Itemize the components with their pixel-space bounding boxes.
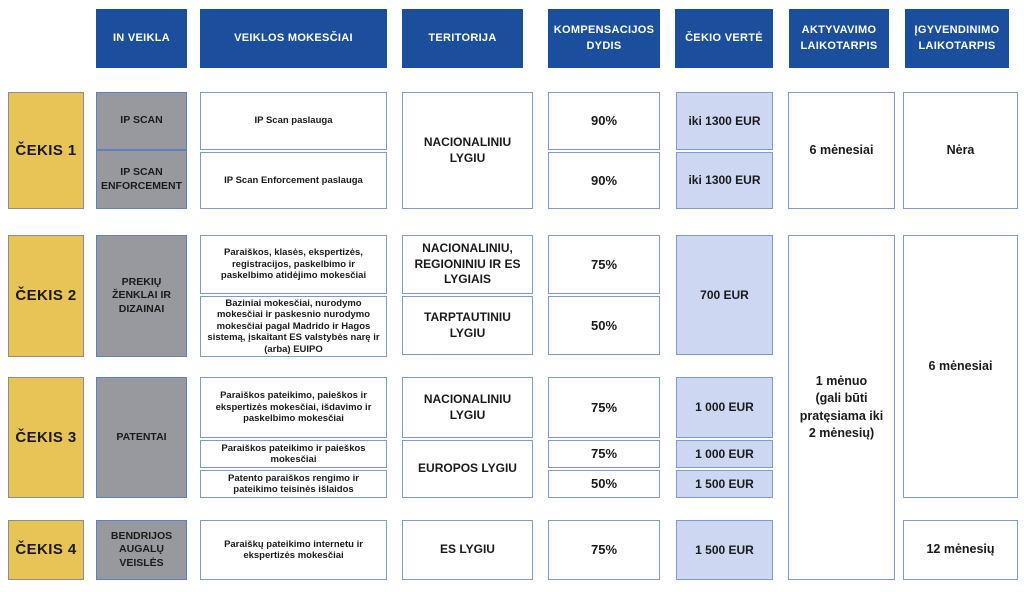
cekis1-activation-period: 6 mėnesiai xyxy=(788,92,895,209)
header-cekio-verte: ČEKIO VERTĖ xyxy=(675,9,773,68)
cekis2-compensation-2: 50% xyxy=(548,296,660,355)
cekis2-fees-2: Baziniai mokesčiai, nurodymo mokesčiai ir paskesnio nurodymo mokesčiai pagal Madrido ir Hagos sistemą, įskaitant ES valstybės narę ir (arba) EUIPO xyxy=(200,296,387,357)
implementation-period-cekis2-3: 6 mėnesiai xyxy=(903,235,1018,498)
cekis3-fees-1: Paraiškos pateikimo, paieškos ir ekspertizės mokesčiai, išdavimo ir paskelbimo mokesčiai xyxy=(200,377,387,438)
cekis4-value: 1 500 EUR xyxy=(676,520,773,580)
cekis3-fees-3: Patento paraiškos rengimo ir pateikimo teisinės išlaidos xyxy=(200,470,387,498)
cekis3-label: ČEKIS 3 xyxy=(8,377,84,498)
cekis2-territory-2: TARPTAUTINIU LYGIU xyxy=(402,296,533,355)
header-veiklos-mokesciai: VEIKLOS MOKESČIAI xyxy=(200,9,387,68)
cekis1-compensation-1: 90% xyxy=(548,92,660,150)
cekis4-implementation-period: 12 mėnesių xyxy=(903,520,1018,580)
cekis1-compensation-2: 90% xyxy=(548,152,660,209)
cekis1-value-2: iki 1300 EUR xyxy=(676,152,773,209)
cekis1-implementation-period: Nėra xyxy=(903,92,1018,209)
cekis2-compensation-1: 75% xyxy=(548,235,660,294)
cekis2-territory-1: NACIONALINIU, REGIONINIU IR ES LYGIAIS xyxy=(402,235,533,294)
cekis4-fees: Paraiškų pateikimo internetu ir ekspertizės mokesčiai xyxy=(200,520,387,580)
cekis1-fee-ip-scan: IP Scan paslauga xyxy=(200,92,387,150)
cekis3-territory-1: NACIONALINIU LYGIU xyxy=(402,377,533,438)
cekis4-compensation: 75% xyxy=(548,520,660,580)
cekis1-label: ČEKIS 1 xyxy=(8,92,84,209)
cekis2-fees-1: Paraiškos, klasės, ekspertizės, registracijos, paskelbimo ir paskelbimo atidėjimo mokesčiai xyxy=(200,235,387,294)
cekis3-activity: PATENTAI xyxy=(96,377,187,498)
cekis2-activity: PREKIŲ ŽENKLAI IR DIZAINAI xyxy=(96,235,187,357)
cekis3-value-2: 1 000 EUR xyxy=(676,440,773,468)
cekis4-activity: BENDRIJOS AUGALŲ VEISLĖS xyxy=(96,520,187,580)
cekis1-fee-ip-scan-enforcement: IP Scan Enforcement paslauga xyxy=(200,152,387,209)
header-aktyvavimo-laikotarpis: AKTYVAVIMO LAIKOTARPIS xyxy=(789,9,889,68)
header-teritorija: TERITORIJA xyxy=(402,9,523,68)
cekis1-territory: NACIONALINIU LYGIU xyxy=(402,92,533,209)
cekis1-activity-ip-scan: IP SCAN xyxy=(96,92,187,150)
cekis3-fees-2: Paraiškos pateikimo ir paieškos mokesčiai xyxy=(200,440,387,468)
cekis3-value-1: 1 000 EUR xyxy=(676,377,773,438)
cekis2-label: ČEKIS 2 xyxy=(8,235,84,357)
cekis3-compensation-2: 75% xyxy=(548,440,660,468)
cekis4-territory: ES LYGIU xyxy=(402,520,533,580)
cekis1-activity-ip-scan-enforcement: IP SCAN ENFORCEMENT xyxy=(96,150,187,209)
cekis3-compensation-1: 75% xyxy=(548,377,660,438)
header-kompensacijos-dydis: KOMPENSACIJOS DYDIS xyxy=(548,9,660,68)
cekis3-value-3: 1 500 EUR xyxy=(676,470,773,498)
activation-period-cekis2-4: 1 mėnuo (gali būti pratęsiama iki 2 mėnesių) xyxy=(788,235,895,580)
header-in-veikla: IN VEIKLA xyxy=(96,9,187,68)
cekis1-value-1: iki 1300 EUR xyxy=(676,92,773,150)
cekis3-territory-2: EUROPOS LYGIU xyxy=(402,440,533,498)
header-igyvendinimo-laikotarpis: ĮGYVENDINIMO LAIKOTARPIS xyxy=(905,9,1009,68)
cekis4-label: ČEKIS 4 xyxy=(8,520,84,580)
cekis3-compensation-3: 50% xyxy=(548,470,660,498)
cekis2-value: 700 EUR xyxy=(676,235,773,355)
